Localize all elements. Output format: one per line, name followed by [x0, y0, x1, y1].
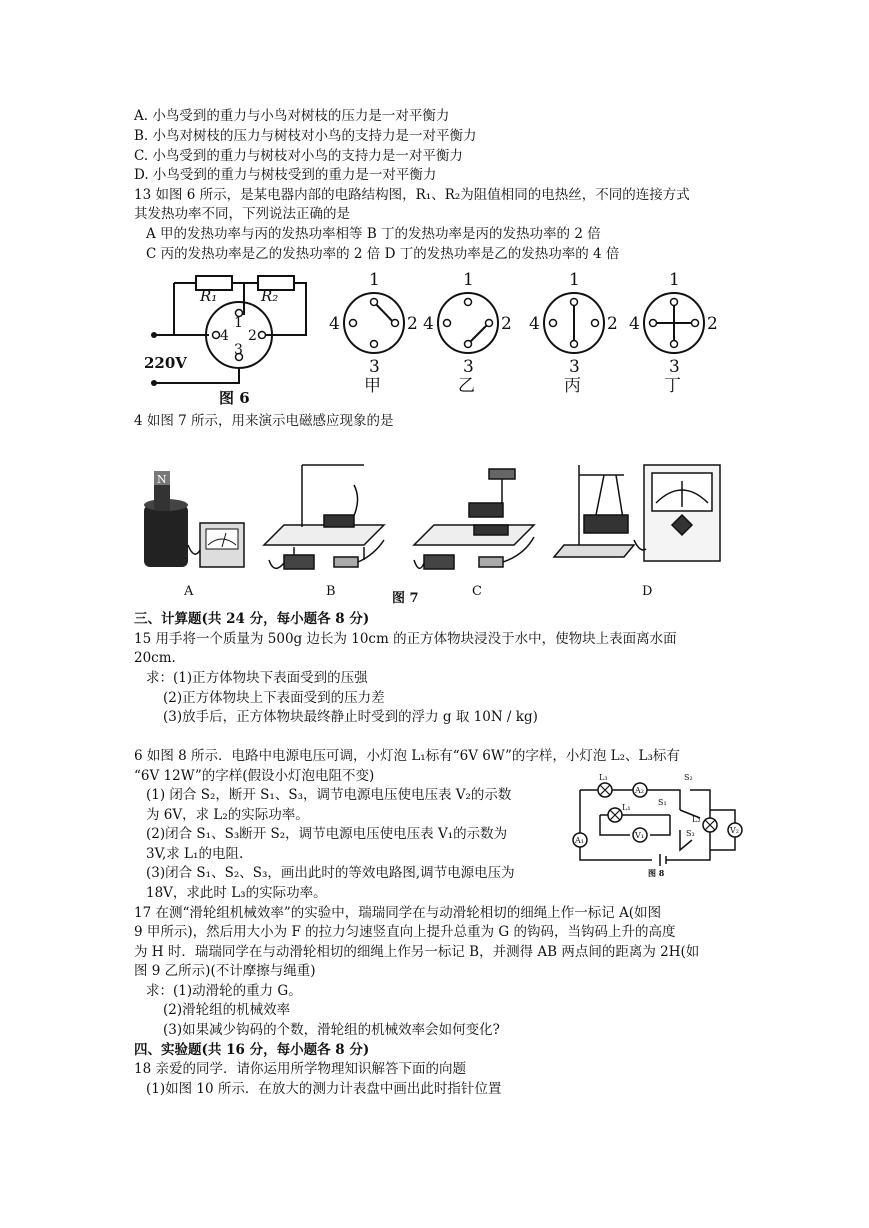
- fig7-caption: 图 7: [392, 591, 419, 606]
- figure-6: [134, 265, 754, 410]
- fig7-label-d: D: [642, 584, 653, 599]
- ding-terminal-2: 2: [707, 314, 718, 334]
- fig6-config-ding: [644, 293, 704, 353]
- q15-line2: 20cm.: [134, 650, 176, 666]
- fig7-apparatus-c: [414, 469, 534, 569]
- fig8-caption: 图 8: [648, 868, 665, 878]
- q17-sub2: (2)滑轮组的机械效率: [163, 1002, 291, 1018]
- fig6-r2-label: R₂: [261, 287, 279, 305]
- fig7-apparatus-d: [554, 465, 720, 561]
- q12-option-a: A. 小鸟受到的重力与小鸟对树枝的压力是一对平衡力: [134, 108, 450, 124]
- ding-terminal-4: 4: [629, 314, 640, 334]
- jia-terminal-2: 2: [407, 314, 418, 334]
- q17-line1: 17 在测“滑轮组机械效率”的实验中，瑞瑞同学在与动滑轮相切的细绳上作一标记 A(如图: [134, 905, 662, 921]
- fig8-a2: A₂: [635, 786, 644, 795]
- fig8-a1: A₁: [575, 836, 584, 845]
- q16-line1: 6 如图 8 所示．电路中电源电压可调，小灯泡 L₁标有“6V 6W”的字样，小灯泡 L₂、L₃标有: [134, 748, 680, 764]
- q16-line3: (1) 闭合 S₂，断开 S₁、S₃，调节电源电压使电压表 V₂的示数: [146, 787, 512, 803]
- fig8-l2: L₂: [692, 815, 701, 824]
- yi-terminal-4: 4: [423, 314, 434, 334]
- fig6-config-yi: [438, 293, 498, 353]
- section-3-title: 三、计算题(共 24 分，每小题各 8 分): [134, 611, 370, 627]
- q16-line5: (2)闭合 S₁、S₃断开 S₂，调节电源电压使电压表 V₁的示数为: [146, 826, 508, 842]
- fig6-terminal-3: 3: [234, 342, 243, 358]
- fig6-terminal-4: 4: [220, 328, 229, 344]
- fig6-r1-label: R₁: [200, 287, 218, 305]
- yi-terminal-3: 3: [463, 357, 474, 377]
- bing-terminal-1: 1: [569, 270, 580, 290]
- fig6-voltage-label: 220V: [144, 354, 187, 372]
- fig8-v2: V₂: [730, 826, 739, 835]
- q14-stem: 4 如图 7 所示，用来演示电磁感应现象的是: [134, 413, 394, 429]
- jia-terminal-1: 1: [369, 270, 380, 290]
- section-4-title: 四、实验题(共 16 分，每小题各 8 分): [134, 1042, 370, 1058]
- fig8-l3: L₃: [599, 773, 608, 782]
- ding-terminal-3: 3: [669, 357, 680, 377]
- q18-line1: 18 亲爱的同学．请你运用所学物理知识解答下面的向题: [134, 1061, 466, 1077]
- ding-label: 丁: [664, 376, 681, 396]
- q17-sub1: 求：(1)动滑轮的重力 G。: [146, 983, 302, 999]
- yi-label: 乙: [458, 376, 475, 396]
- fig7-apparatus-b: [264, 465, 384, 569]
- jia-terminal-3: 3: [369, 357, 380, 377]
- fig8-l1: L₁: [622, 803, 631, 812]
- q12-option-d: D. 小鸟受到的重力与树枝受到的重力是一对平衡力: [134, 167, 437, 183]
- fig7-magnet-n: N: [157, 473, 167, 486]
- jia-terminal-4: 4: [329, 314, 340, 334]
- q12-option-b: B. 小鸟对树枝的压力与树枝对小鸟的支持力是一对平衡力: [134, 128, 477, 144]
- ding-terminal-1: 1: [669, 270, 680, 290]
- fig6-config-bing: [544, 293, 604, 353]
- q15-line1: 15 用手将一个质量为 500g 边长为 10cm 的正方体物块浸没于水中，使物块上表面离水面: [134, 631, 677, 647]
- q16-line6: 3V,求 L₁的电阻.: [146, 846, 244, 862]
- fig7-label-c: C: [472, 584, 482, 599]
- q13-stem-line2: 其发热功率不同，下列说法正确的是: [134, 206, 350, 222]
- fig6-caption: 图 6: [219, 389, 250, 407]
- fig6-terminal-1: 1: [234, 315, 243, 331]
- q17-line3: 为 H 时．瑞瑞同学在与动滑轮相切的细绳上作另一标记 B，并测得 AB 两点间的距离为 2H(如: [134, 944, 700, 960]
- bing-terminal-4: 4: [529, 314, 540, 334]
- bing-label: 丙: [564, 376, 581, 396]
- q18-line2: (1)如图 10 所示．在放大的测力计表盘中画出此时指针位置: [146, 1081, 502, 1097]
- q17-sub3: (3)如果减少钩码的个数，滑轮组的机械效率会如何变化?: [163, 1022, 500, 1038]
- q15-sub2: (2)正方体物块上下表面受到的压力差: [163, 690, 385, 706]
- fig6-terminal-2: 2: [248, 328, 257, 344]
- q17-line4: 图 9 乙所示)(不计摩擦与绳重): [134, 963, 316, 979]
- fig7-label-a: A: [184, 584, 194, 599]
- q13-stem-line1: 13 如图 6 所示，是某电器内部的电路结构图，R₁、R₂为阻值相同的电热丝，不同的连接方式: [134, 187, 690, 203]
- yi-terminal-2: 2: [501, 314, 512, 334]
- figure-8: [560, 770, 746, 878]
- q13-options-ab: A 甲的发热功率与丙的发热功率相等 B 丁的发热功率是丙的发热功率的 2 倍: [146, 226, 601, 242]
- figure-7: [134, 445, 754, 610]
- fig8-s2: S₂: [684, 773, 693, 782]
- fig8-v1: V₁: [635, 831, 644, 840]
- q15-sub3: (3)放手后，正方体物块最终静止时受到的浮力 g 取 10N / kg): [163, 709, 538, 725]
- q16-line8: 18V，求此时 L₃的实际功率。: [146, 885, 327, 901]
- fig6-config-jia: [344, 293, 404, 353]
- q16-line7: (3)闭合 S₁、S₂、S₃，画出此时的等效电路图,调节电源电压为: [146, 865, 515, 881]
- fig8-s1: S₁: [658, 798, 667, 807]
- bing-terminal-2: 2: [607, 314, 618, 334]
- q16-line4: 为 6V，求 L₂的实际功率。: [146, 807, 309, 823]
- q15-sub1: 求：(1)正方体物块下表面受到的压强: [146, 670, 368, 686]
- jia-label: 甲: [364, 376, 381, 396]
- fig7-apparatus-a: [144, 471, 244, 567]
- q16-line2: “6V 12W”的字样(假设小灯泡电阻不变): [134, 768, 375, 784]
- q13-options-cd: C 丙的发热功率是乙的发热功率的 2 倍 D 丁的发热功率是乙的发热功率的 4 倍: [146, 246, 620, 262]
- fig7-label-b: B: [326, 584, 336, 599]
- fig8-s3: S₃: [686, 829, 695, 838]
- yi-terminal-1: 1: [463, 270, 474, 290]
- q17-line2: 9 甲所示)，然后用大小为 F 的拉力匀速竖直向上提升总重为 G 的钩码，当钩码上升的高度: [134, 924, 676, 940]
- q12-option-c: C. 小鸟受到的重力与树枝对小鸟的支持力是一对平衡力: [134, 148, 463, 164]
- bing-terminal-3: 3: [569, 357, 580, 377]
